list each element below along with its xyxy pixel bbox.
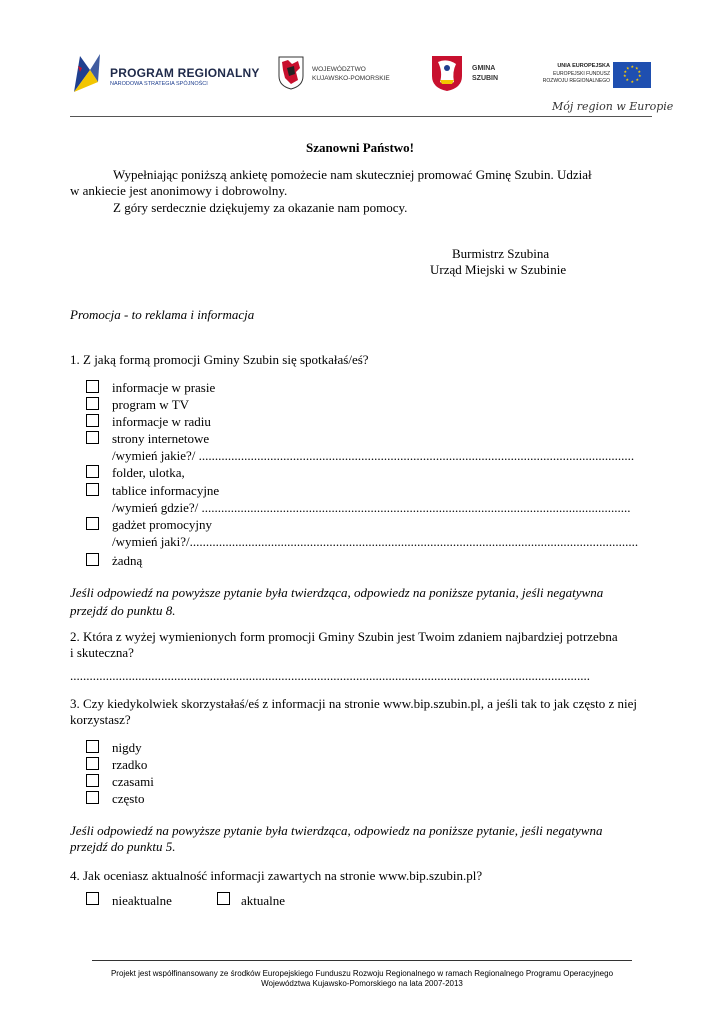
svg-text:★: ★	[623, 73, 627, 78]
option-czesto: często	[112, 791, 145, 806]
option-gadzet: gadżet promocyjny	[112, 517, 212, 532]
svg-text:★: ★	[638, 73, 642, 78]
ue-line1: UNIA EUROPEJSKA	[557, 63, 610, 69]
checkbox-gadzet[interactable]	[86, 517, 99, 530]
option-tablice: tablice informacyjne	[112, 483, 220, 498]
intro-heading: Promocja - to reklama i informacja	[70, 307, 255, 322]
letter-paragraph-1b: w ankiecie jest anonimowy i dobrowolny.	[70, 183, 288, 198]
option-radio: informacje w radiu	[112, 414, 211, 429]
svg-text:★: ★	[635, 65, 639, 71]
checkbox-zadna[interactable]	[86, 553, 99, 566]
question-2-line-2: i skuteczna?	[70, 645, 134, 660]
gmina-szubin-logo	[430, 54, 510, 94]
letter-paragraph-1a: Wypełniając poniższą ankietę pomożecie nam skuteczniej promować Gminę Szubin. Udział	[113, 167, 592, 182]
greeting: Szanowni Państwo!	[306, 140, 414, 155]
option-czasami: czasami	[112, 774, 154, 789]
note-1b: przejdź do punktu 8.	[70, 603, 176, 618]
option-rzadko: rzadko	[112, 757, 148, 772]
checkbox-radio[interactable]	[86, 414, 99, 427]
note-2b: przejdź do punktu 5.	[70, 839, 176, 854]
coat-of-arms-icon	[278, 56, 304, 90]
wojewodztwo-line2: KUJAWSKO-POMORSKIE	[312, 75, 390, 82]
program-title: PROGRAM REGIONALNY	[110, 66, 260, 80]
gmina-line1: GMINA	[472, 65, 496, 72]
svg-text:★: ★	[637, 69, 642, 74]
svg-text:★: ★	[635, 77, 640, 82]
checkbox-folder[interactable]	[86, 465, 99, 478]
nss-star-icon	[70, 52, 106, 96]
question-2-line-1: 2. Która z wyżej wymienionych form promocji Gminy Szubin jest Twoim zdaniem najbardziej potrzebna	[70, 629, 618, 644]
svg-text:★: ★	[630, 79, 635, 84]
wojewodztwo-logo	[278, 56, 418, 92]
checkbox-tablice[interactable]	[86, 483, 99, 496]
question-3-line-2: korzystasz?	[70, 712, 131, 727]
slogan: Mój region w Europie	[552, 100, 674, 113]
checkbox-rzadko[interactable]	[86, 757, 99, 770]
checkbox-strony[interactable]	[86, 431, 99, 444]
program-subtitle: NARODOWA STRATEGIA SPÓJNOŚCI	[110, 81, 208, 87]
checkbox-nieaktualne[interactable]	[86, 892, 99, 905]
checkbox-nigdy[interactable]	[86, 740, 99, 753]
checkbox-czasami[interactable]	[86, 774, 99, 787]
option-prasa: informacje w prasie	[112, 380, 216, 395]
ue-line3: ROZWOJU REGIONALNEGO	[542, 78, 610, 84]
unia-europejska-logo	[540, 60, 674, 120]
board-note[interactable]: /wymień gdzie?/ ....................................................................................................................................	[112, 500, 631, 515]
svg-text:★: ★	[623, 69, 628, 74]
option-nigdy: nigdy	[112, 740, 142, 755]
letter-paragraph-2: Z góry serdecznie dziękujemy za okazanie nam pomocy.	[113, 200, 408, 215]
signature-line-2: Urząd Miejski w Szubinie	[430, 262, 567, 277]
option-aktualne: aktualne	[241, 893, 286, 908]
svg-text:★: ★	[626, 65, 630, 71]
option-nieaktualne: nieaktualne	[112, 893, 172, 908]
footer-line-2: Województwa Kujawsko-Pomorskiego na lata 2007-2013	[261, 979, 463, 988]
gadget-note[interactable]: /wymień jaki?/..........................................................................................................................................	[112, 534, 639, 549]
signature-line-1: Burmistrz Szubina	[452, 246, 550, 261]
option-tv: program w TV	[112, 397, 190, 412]
ue-line2: EUROPEJSKI FUNDUSZ	[553, 71, 610, 77]
answer-2-dots[interactable]: ................................................................................................................................................................	[70, 668, 590, 683]
checkbox-tv[interactable]	[86, 397, 99, 410]
svg-text:★: ★	[625, 77, 630, 82]
note-1a: Jeśli odpowiedź na powyższe pytanie była twierdząca, odpowiedz na poniższe pytania, jeśli negatywna	[70, 585, 604, 600]
question-1: 1. Z jaką formą promocji Gminy Szubin się spotkałaś/eś?	[70, 352, 369, 367]
note-2a: Jeśli odpowiedź na powyższe pytanie była twierdząca, odpowiedz na poniższe pytanie, jeśli negatywna	[70, 823, 603, 838]
wojewodztwo-line1: WOJEWÓDZTWO	[312, 66, 366, 73]
option-folder: folder, ulotka,	[112, 465, 185, 480]
program-regionalny-logo	[70, 52, 260, 96]
checkbox-aktualne[interactable]	[217, 892, 230, 905]
checkbox-prasa[interactable]	[86, 380, 99, 393]
question-3-line-1: 3. Czy kiedykolwiek skorzystałaś/eś z informacji na stronie www.bip.szubin.pl, a jeśli tak to jak często z niej	[70, 696, 638, 711]
gmina-crest-icon	[430, 54, 464, 92]
svg-text:★: ★	[630, 64, 635, 69]
gmina-line2: SZUBIN	[472, 75, 499, 82]
option-zadna: żadną	[112, 553, 143, 568]
question-4: 4. Jak oceniasz aktualność informacji zawartych na stronie www.bip.szubin.pl?	[70, 868, 483, 883]
footer-divider	[92, 960, 632, 961]
eu-flag-icon	[613, 62, 651, 88]
web-note[interactable]: /wymień jakie?/ ......................................................................................................................................	[112, 448, 635, 463]
option-strony: strony internetowe	[112, 431, 210, 446]
checkbox-czesto[interactable]	[86, 791, 99, 804]
footer-line-1: Projekt jest współfinansowany ze środków Europejskiego Funduszu Rozwoju Regionalnego w ramach Regionalnego Programu Operacyjnego	[110, 969, 614, 978]
header-divider	[70, 116, 652, 117]
